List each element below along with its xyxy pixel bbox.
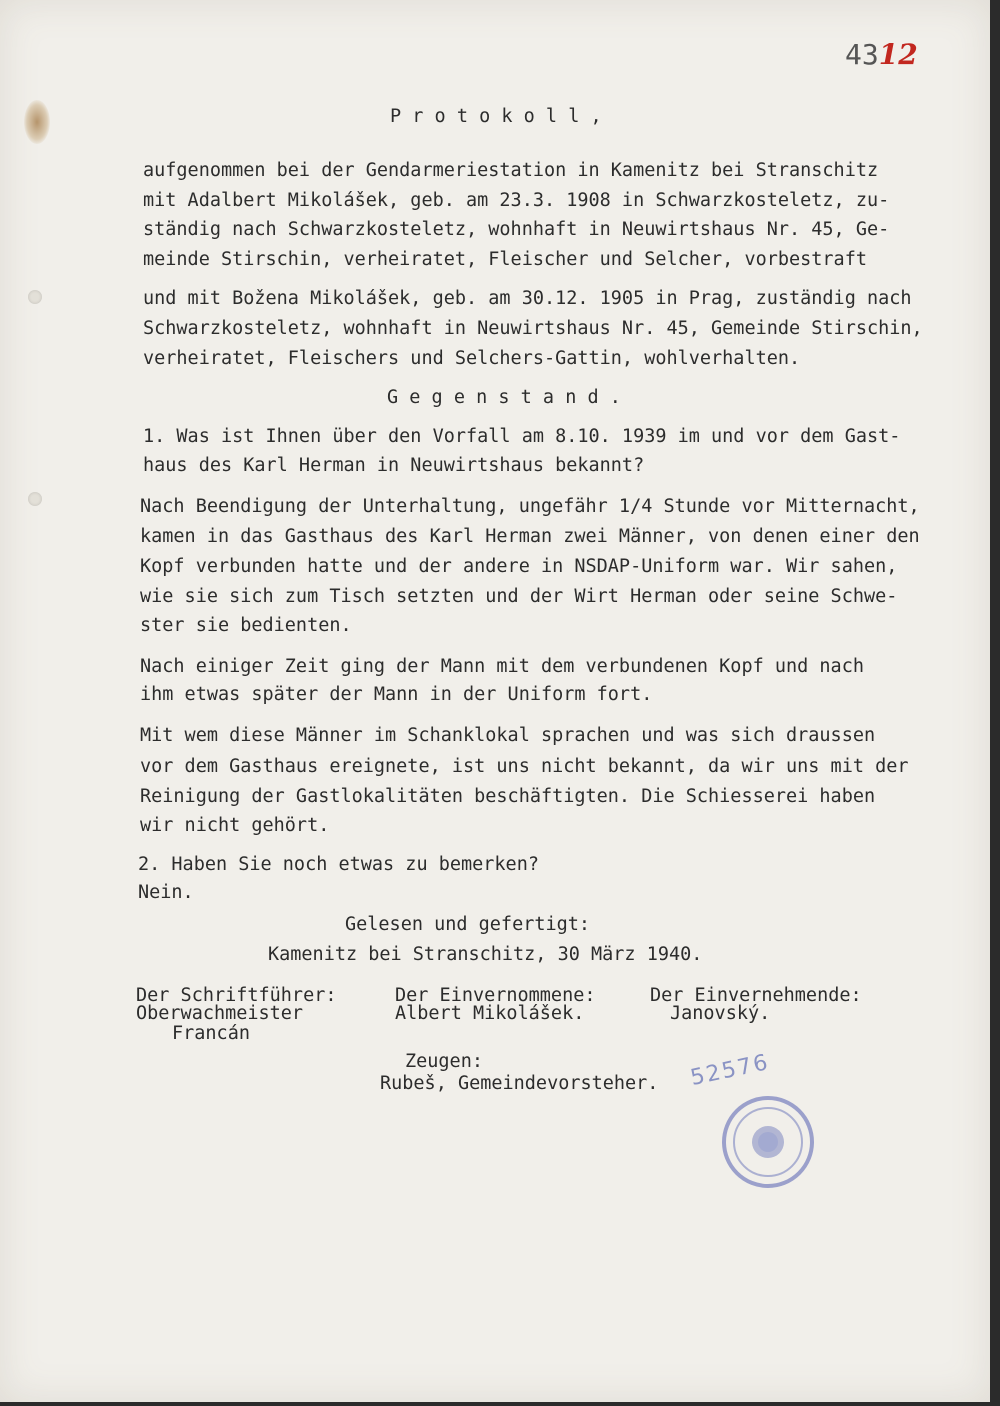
answer-3-line: Mit wem diese Männer im Schanklokal sprachen und was sich draussen — [140, 725, 876, 746]
recorder-label: Der Schriftführer: — [136, 985, 337, 1006]
interviewee-name: Albert Mikolášek. — [395, 1003, 585, 1024]
recorder-rank: Oberwachmeister — [136, 1003, 304, 1024]
closing-line: Gelesen und gefertigt: — [345, 914, 591, 935]
punch-hole-bottom — [28, 492, 42, 506]
place-and-date: Kamenitz bei Stranschitz, 30 März 1940. — [268, 944, 703, 965]
punch-hole-top — [28, 290, 42, 304]
second-person-line: verheiratet, Fleischers und Selchers-Gattin, wohlverhalten. — [143, 348, 801, 369]
answer-1-line: wie sie sich zum Tisch setzten und der Wirt Herman oder seine Schwe- — [140, 586, 898, 607]
page-number — [845, 38, 918, 71]
interviewer-name: Janovský. — [670, 1003, 771, 1024]
answer-3-line: wir nicht gehört. — [140, 815, 330, 836]
intro-line: mit Adalbert Mikolášek, geb. am 23.3. 1908 in Schwarzkosteletz, zu- — [143, 190, 890, 211]
document-title: P r o t o k o l l , — [390, 106, 602, 127]
answer-1-line: kamen in das Gasthaus des Karl Herman zwei Männer, von denen einer den — [140, 526, 920, 547]
intro-line: meinde Stirschin, verheiratet, Fleischer und Selcher, vorbestraft — [143, 249, 867, 270]
witness-line: Rubeš, Gemeindevorsteher. — [380, 1073, 659, 1094]
answer-3-line: Reinigung der Gastlokalitäten beschäftigten. Die Schiesserei haben — [140, 786, 876, 807]
witnesses-label: Zeugen: — [405, 1051, 483, 1072]
page-number-handwritten: 12 — [878, 38, 918, 71]
answer-2-line: ihm etwas später der Mann in der Uniform fort. — [140, 684, 653, 705]
interviewee-label: Der Einvernommene: — [395, 985, 596, 1006]
answer-1-line: Nach Beendigung der Unterhaltung, ungefähr 1/4 Stunde vor Mitternacht, — [140, 496, 920, 517]
interviewer-label: Der Einvernehmende: — [650, 985, 862, 1006]
intro-line: ständig nach Schwarzkosteletz, wohnhaft in Neuwirtshaus Nr. 45, Ge- — [143, 219, 890, 240]
stain-mark — [24, 100, 50, 144]
page-number-typed: 43 — [845, 38, 879, 71]
second-person-line: und mit Božena Mikolášek, geb. am 30.12. 1905 in Prag, zuständig nach — [143, 288, 912, 309]
answer-1-line: ster sie bedienten. — [140, 615, 352, 636]
second-person-line: Schwarzkosteletz, wohnhaft in Neuwirtshaus Nr. 45, Gemeinde Stirschin, — [143, 318, 923, 339]
intro-line: aufgenommen bei der Gendarmeriestation in Kamenitz bei Stranschitz — [143, 160, 879, 181]
subject-heading: G e g e n s t a n d . — [387, 387, 621, 408]
round-seal-stamp — [718, 1092, 818, 1192]
recorder-name: Francán — [172, 1023, 250, 1044]
final-answer: Nein. — [138, 882, 194, 903]
question-1-line: 1. Was ist Ihnen über den Vorfall am 8.10. 1939 im und vor dem Gast- — [143, 426, 901, 447]
answer-2-line: Nach einiger Zeit ging der Mann mit dem verbundenen Kopf und nach — [140, 656, 864, 677]
question-2: 2. Haben Sie noch etwas zu bemerken? — [138, 854, 539, 875]
question-1-line: haus des Karl Herman in Neuwirtshaus bekannt? — [143, 455, 645, 476]
answer-1-line: Kopf verbunden hatte und der andere in NSDAP-Uniform war. Wir sahen, — [140, 556, 898, 577]
archive-number: 52576 — [688, 1049, 772, 1092]
answer-3-line: vor dem Gasthaus ereignete, ist uns nicht bekannt, da wir uns mit der — [140, 756, 909, 777]
